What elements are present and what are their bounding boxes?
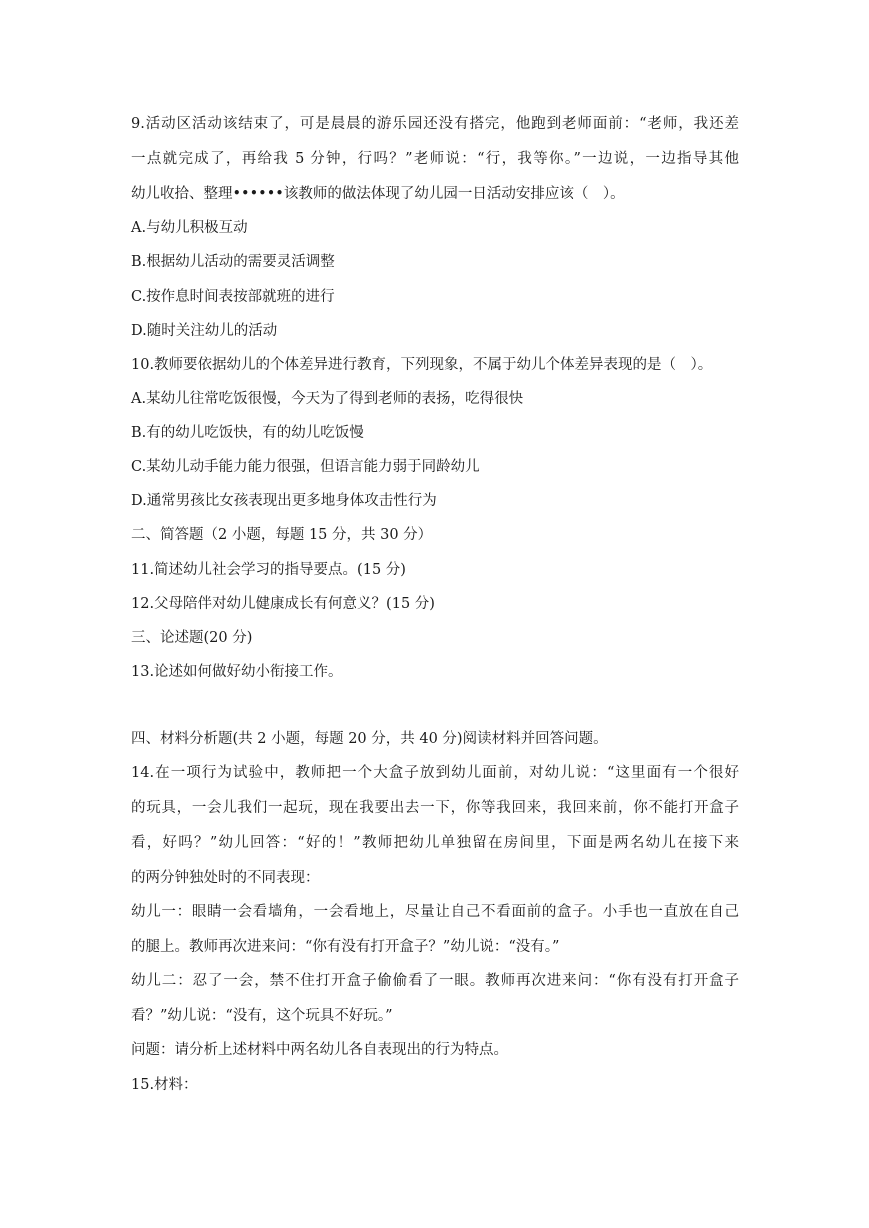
q14-line-1: 14.在一项行为试验中，教师把一个大盒子放到幼儿面前，对幼儿说：“这里面有一个很好 bbox=[131, 765, 739, 781]
q14-line-4: 的两分钟独处时的不同表现： bbox=[131, 870, 320, 886]
child-2-line-2: 看？”幼儿说：“没有，这个玩具不好玩。” bbox=[131, 1008, 393, 1024]
q12-text: 12.父母陪伴对幼儿健康成长有何意义？(15 分) bbox=[131, 596, 435, 612]
q9-stem-line-3: 幼儿收拾、整理••••••该教师的做法体现了幼儿园一日活动安排应该（ ）。 bbox=[131, 186, 625, 202]
q14-line-2: 的玩具，一会儿我们一起玩，现在我要出去一下，你等我回来，我回来前，你不能打开盒子 bbox=[131, 800, 739, 816]
q9-stem-line-2: 一点就完成了，再给我 5 分钟，行吗？”老师说：“行，我等你。”一边说，一边指导其他 bbox=[131, 151, 739, 167]
q10-option-b: B.有的幼儿吃饭快，有的幼儿吃饭慢 bbox=[131, 425, 364, 441]
q10-option-a: A.某幼儿往常吃饭很慢，今天为了得到老师的表扬，吃得很快 bbox=[131, 391, 524, 407]
q15-label: 15.材料： bbox=[131, 1077, 198, 1093]
q9-option-b: B.根据幼儿活动的需要灵活调整 bbox=[131, 254, 335, 270]
q14-question: 问题：请分析上述材料中两名幼儿各自表现出的行为特点。 bbox=[131, 1042, 508, 1058]
section-2-heading: 二、简答题（2 小题，每题 15 分，共 30 分） bbox=[131, 527, 433, 543]
child-2-line-1: 幼儿二：忍了一会，禁不住打开盒子偷偷看了一眼。教师再次进来问：“你有没有打开盒子 bbox=[131, 973, 739, 989]
q11-text: 11.简述幼儿社会学习的指导要点。(15 分) bbox=[131, 562, 406, 578]
q10-stem: 10.教师要依据幼儿的个体差异进行教育，下列现象，不属于幼儿个体差异表现的是（ ）。 bbox=[131, 357, 713, 373]
q10-option-c: C.某幼儿动手能力能力很强，但语言能力弱于同龄幼儿 bbox=[131, 459, 480, 475]
q13-text: 13.论述如何做好幼小衔接工作。 bbox=[131, 664, 343, 680]
section-3-heading: 三、论述题(20 分) bbox=[131, 630, 253, 646]
q9-option-a: A.与幼儿积极互动 bbox=[131, 220, 248, 236]
child-1-line-1: 幼儿一：眼睛一会看墙角，一会看地上，尽量让自己不看面前的盒子。小手也一直放在自己 bbox=[131, 904, 739, 920]
q14-line-3: 看，好吗？”幼儿回答：“好的！”教师把幼儿单独留在房间里，下面是两名幼儿在接下来 bbox=[131, 835, 739, 851]
child-1-line-2: 的腿上。教师再次进来问：“你有没有打开盒子？”幼儿说：“没有。” bbox=[131, 939, 560, 955]
section-4-heading: 四、材料分析题(共 2 小题，每题 20 分，共 40 分)阅读材料并回答问题。 bbox=[131, 731, 608, 747]
q9-option-d: D.随时关注幼儿的活动 bbox=[131, 323, 278, 339]
q10-option-d: D.通常男孩比女孩表现出更多地身体攻击性行为 bbox=[131, 493, 437, 509]
q9-stem-line-1: 9.活动区活动该结束了，可是晨晨的游乐园还没有搭完，他跑到老师面前：“老师，我还差 bbox=[131, 116, 739, 132]
q9-option-c: C.按作息时间表按部就班的进行 bbox=[131, 289, 335, 305]
